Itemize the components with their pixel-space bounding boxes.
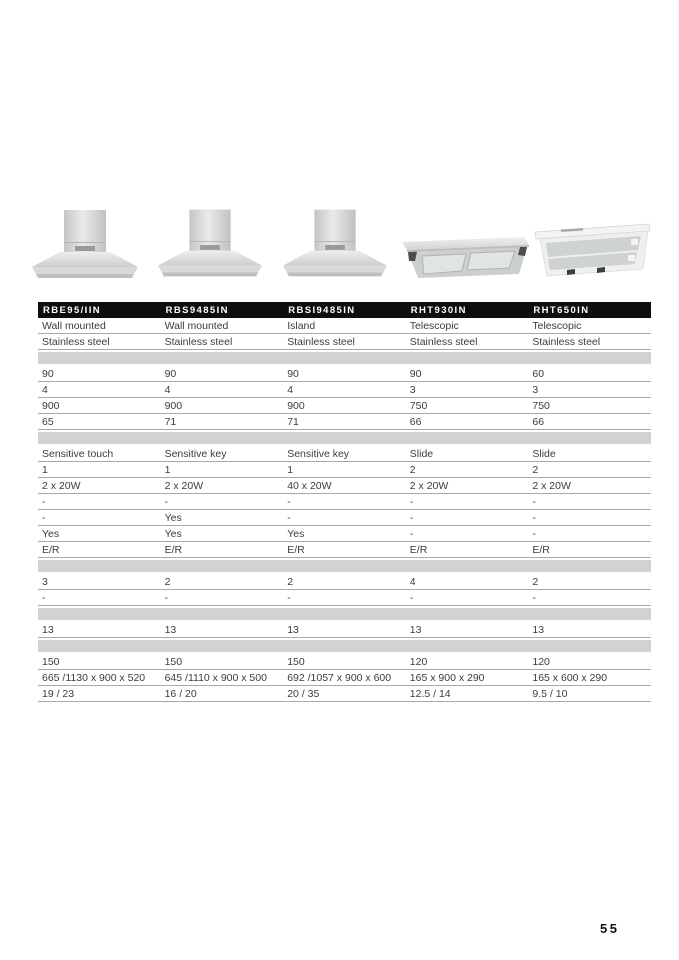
table-cell: 750 [532, 399, 550, 412]
table-cell: 66 [409, 415, 422, 428]
table-cell: 692 /1057 x 900 x 600 [287, 671, 392, 684]
table-cell: 4 [287, 383, 294, 396]
table-cell: Yes [164, 511, 182, 524]
separator-row [38, 560, 651, 572]
table-cell: 3 [409, 383, 416, 396]
table-cell: Stainless steel [164, 335, 233, 348]
table-cell: 9.5 / 10 [532, 687, 568, 700]
column-header-4: RHT930IN [410, 304, 467, 316]
telescopic-hood-icon [533, 217, 656, 287]
table-cell: - [409, 511, 414, 524]
table-cell: 2 x 20W [409, 479, 449, 492]
spec-table [38, 302, 651, 702]
table-header-row [38, 302, 651, 318]
table-cell: 4 [164, 383, 171, 396]
table-cell: E/R [532, 543, 550, 556]
separator-row [38, 608, 651, 620]
table-cell: Yes [42, 527, 60, 540]
table-cell: 12.5 / 14 [409, 687, 451, 700]
table-cell: 900 [164, 399, 183, 412]
table-cell: - [532, 495, 536, 508]
table-cell: Stainless steel [287, 335, 355, 348]
table-cell: Island [287, 319, 316, 332]
table-cell: 71 [164, 415, 177, 428]
table-cell: - [532, 591, 536, 604]
product-photo-rht930in [396, 230, 534, 284]
wall-chimney-hood-icon [154, 206, 266, 280]
table-cell: - [42, 511, 46, 524]
table-cell: Yes [287, 527, 305, 540]
table-cell: E/R [164, 543, 183, 556]
table-cell: 3 [42, 575, 48, 588]
column-header-5: RHT650IN [533, 304, 590, 316]
table-cell: - [532, 527, 536, 540]
table-cell: 1 [42, 463, 48, 476]
table-cell: 150 [164, 655, 183, 668]
table-cell: Wall mounted [164, 319, 229, 332]
table-row [38, 398, 651, 414]
table-row [38, 366, 651, 382]
table-cell: E/R [409, 543, 428, 556]
table-cell: - [287, 511, 291, 524]
table-cell: - [164, 495, 169, 508]
table-cell: 13 [164, 623, 177, 636]
table-cell: 1 [164, 463, 171, 476]
table-cell: 20 / 35 [287, 687, 320, 700]
table-cell: 150 [42, 655, 60, 668]
table-cell: 16 / 20 [164, 687, 197, 700]
table-cell: 71 [287, 415, 299, 428]
table-cell: - [532, 511, 536, 524]
table-row [38, 446, 651, 462]
table-cell: 90 [287, 367, 299, 380]
table-row [38, 686, 651, 702]
table-cell: 165 x 600 x 290 [532, 671, 608, 684]
table-cell: Wall mounted [42, 319, 106, 332]
table-row [38, 382, 651, 398]
table-cell: Stainless steel [409, 335, 478, 348]
table-cell: 2 [532, 575, 539, 588]
table-cell: 2 [532, 463, 539, 476]
table-cell: - [42, 591, 46, 604]
table-row [38, 478, 651, 494]
table-cell: 60 [532, 367, 545, 380]
table-cell: 40 x 20W [287, 479, 332, 492]
table-cell: 2 [164, 575, 171, 588]
table-cell: 90 [409, 367, 422, 380]
table-cell: 13 [287, 623, 299, 636]
table-cell: - [287, 591, 291, 604]
table-cell: 2 [409, 463, 416, 476]
table-cell: Sensitive key [287, 447, 350, 460]
spec-table-body [38, 318, 651, 702]
table-cell: Slide [532, 447, 556, 460]
table-cell: Yes [164, 527, 182, 540]
separator-row [38, 640, 651, 652]
table-row [38, 494, 651, 510]
table-row [38, 462, 651, 478]
table-cell: 13 [532, 623, 545, 636]
table-cell: 4 [409, 575, 416, 588]
table-cell: 2 [287, 575, 294, 588]
table-row [38, 574, 651, 590]
table-row [38, 510, 651, 526]
table-cell: 120 [532, 655, 550, 668]
column-header-1: RBE95/IIN [43, 304, 102, 316]
table-cell: 3 [532, 383, 539, 396]
table-cell: 750 [409, 399, 428, 412]
table-cell: 2 x 20W [532, 479, 571, 492]
table-cell: 645 /1110 x 900 x 500 [164, 671, 267, 684]
table-row [38, 334, 651, 350]
table-cell: 665 /1130 x 900 x 520 [42, 671, 146, 684]
telescopic-hood-icon [396, 230, 534, 284]
table-cell: 90 [42, 367, 54, 380]
column-header-2: RBS9485IN [165, 304, 229, 316]
island-chimney-hood-icon [279, 206, 391, 280]
table-cell: 2 x 20W [164, 479, 204, 492]
table-cell: - [287, 495, 291, 508]
column-header-3: RBSI9485IN [288, 304, 356, 316]
table-cell: Telescopic [409, 319, 459, 332]
product-photo-rbs9485in [154, 206, 266, 280]
table-cell: Stainless steel [42, 335, 110, 348]
table-cell: Sensitive key [164, 447, 227, 460]
separator-row [38, 432, 651, 444]
table-cell: Sensitive touch [42, 447, 114, 460]
table-row [38, 526, 651, 542]
table-cell: - [164, 591, 169, 604]
table-cell: 150 [287, 655, 305, 668]
table-cell: 13 [42, 623, 54, 636]
table-cell: E/R [287, 543, 305, 556]
product-photo-rbe95iin [28, 208, 142, 280]
table-cell: Slide [409, 447, 434, 460]
table-cell: - [42, 495, 46, 508]
product-photo-rht650in [533, 217, 656, 287]
table-row [38, 622, 651, 638]
table-cell: 65 [42, 415, 54, 428]
table-cell: 165 x 900 x 290 [409, 671, 485, 684]
table-cell: 66 [532, 415, 545, 428]
table-row [38, 590, 651, 606]
table-cell: 90 [164, 367, 177, 380]
table-cell: 1 [287, 463, 294, 476]
table-cell: - [409, 495, 414, 508]
table-cell: - [409, 591, 414, 604]
table-cell: Telescopic [532, 319, 582, 332]
table-row [38, 670, 651, 686]
page-number: 55 [600, 921, 620, 936]
product-photo-rbsi9485in [279, 206, 391, 280]
table-row [38, 318, 651, 334]
wall-chimney-hood-icon [28, 208, 142, 280]
table-cell: 900 [42, 399, 60, 412]
table-cell: E/R [42, 543, 60, 556]
table-row [38, 542, 651, 558]
table-cell: 900 [287, 399, 305, 412]
table-row [38, 654, 651, 670]
table-cell: 4 [42, 383, 48, 396]
separator-row [38, 352, 651, 364]
table-cell: 2 x 20W [42, 479, 81, 492]
table-cell: 19 / 23 [42, 687, 75, 700]
table-cell: - [409, 527, 414, 540]
table-cell: Stainless steel [532, 335, 601, 348]
table-cell: 13 [409, 623, 422, 636]
table-row [38, 414, 651, 430]
table-cell: 120 [409, 655, 428, 668]
